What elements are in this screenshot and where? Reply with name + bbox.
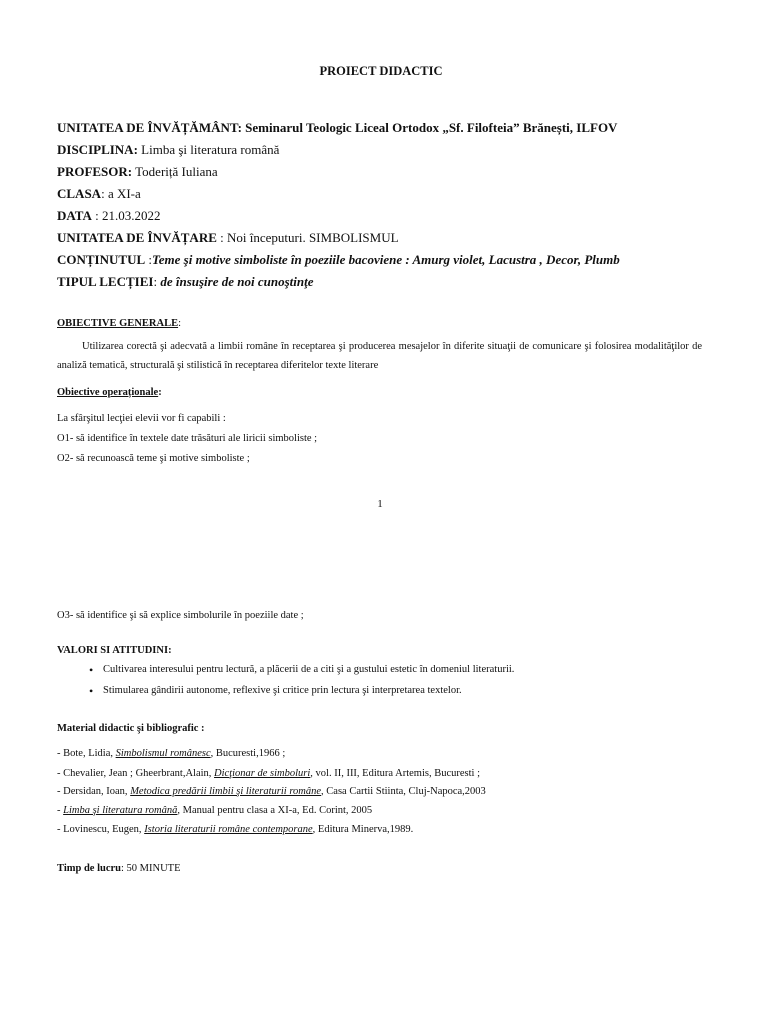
material-heading: Material didactic şi bibliografic : — [57, 723, 205, 734]
unitate-value: Seminarul Teologic Liceal Ortodox „Sf. Filofteia” Brănești, ILFOV — [241, 120, 618, 135]
timp-label: Timp de lucru — [57, 863, 121, 874]
disciplina-value: Limba şi literatura română — [137, 142, 280, 157]
obiective-generale-text: Utilizarea corectă şi adecvată a limbii române în receptarea şi producerea mesajelor în diferite situaţii de comunicare şi folosirea modalităţilor de analiză tematică, structurală şi stilistică în receptarea diferitelor texte literare — [57, 341, 702, 371]
disciplina-label: DISCIPLINA: — [57, 142, 138, 157]
continut-line — [57, 252, 620, 268]
unitate-invatare-label: UNITATEA DE ÎNVĂȚARE — [57, 230, 217, 245]
unitate-invatamant-line — [57, 120, 617, 136]
tipul-sep: : — [153, 274, 161, 289]
obiective-intro: La sfârşitul lecţiei elevii vor fi capabili : — [57, 413, 226, 424]
valori-item: • Cultivarea interesului pentru lectură, a plăcerii de a citi şi a gustului estetic în domeniul literaturii. — [103, 664, 514, 675]
obiective-generale-heading: OBIECTIVE GENERALE: — [57, 318, 181, 329]
tipul-value: de însuşire de noi cunoştinţe — [160, 274, 314, 289]
obiectiv-o3: O3- să identifice şi să explice simbolurile în poeziile date ; — [57, 610, 304, 621]
unitate-label: UNITATEA DE ÎNVĂȚĂMÂNT: — [57, 120, 242, 135]
unitate-invatare-value: : Noi începuturi. SIMBOLISMUL — [216, 230, 399, 245]
profesor-line — [57, 164, 218, 180]
data-label: DATA — [57, 208, 92, 223]
bibliography-ref: - Limba şi literatura română, Manual pentru clasa a XI-a, Ed. Corint, 2005 — [57, 805, 373, 816]
profesor-value: Toderiță Iuliana — [132, 164, 218, 179]
continut-value: Teme şi motive simboliste în poeziile bacoviene : Amurg violet, Lacustra , Decor, Plumb — [152, 252, 620, 267]
bibliography-ref: - Chevalier, Jean ; Gheerbrant,Alain, Dicţionar de simboluri, vol. II, III, Editura Artemis, Bucuresti ; — [57, 768, 480, 779]
timp-line — [57, 862, 180, 876]
tipul-label: TIPUL LECȚIEI — [57, 274, 154, 289]
tipul-lectiei-line — [57, 274, 313, 290]
timp-value: : 50 MINUTE — [120, 863, 181, 874]
clasa-label: CLASA — [57, 186, 102, 201]
data-value: : 21.03.2022 — [91, 208, 161, 223]
data-line — [57, 208, 161, 224]
profesor-label: PROFESOR: — [57, 164, 133, 179]
bibliography-ref: - Lovinescu, Eugen, Istoria literaturii române contemporane, Editura Minerva,1989. — [57, 824, 414, 835]
document-title: PROIECT DIDACTIC — [319, 64, 443, 78]
valori-item: • Stimularea gândirii autonome, reflexive şi critice prin lectura şi interpretarea textelor. — [103, 685, 462, 696]
bibliography-ref: - Bote, Lidia, Simbolismul românesc, Bucuresti,1966 ; — [57, 748, 286, 759]
obiectiv-o1: O1- să identifice în textele date trăsături ale liricii simboliste ; — [57, 433, 318, 444]
bibliography-ref: - Dersidan, Ioan, Metodica predării limbii şi literaturii române, Casa Cartii Stiinta, Cluj-Napoca,2003 — [57, 786, 486, 797]
obiective-operationale-heading: Obiective operaționale: — [57, 387, 162, 398]
continut-sep: : — [145, 252, 152, 267]
valori-heading: VALORI SI ATITUDINI: — [57, 645, 172, 656]
continut-label: CONȚINUTUL — [57, 252, 146, 267]
page-number: 1 — [377, 498, 383, 510]
clasa-line — [57, 186, 141, 202]
unitate-invatare-line — [57, 230, 399, 246]
clasa-value: : a XI-a — [101, 186, 141, 201]
obiectiv-o2: O2- să recunoască teme şi motive simboliste ; — [57, 453, 250, 464]
disciplina-line — [57, 142, 279, 158]
